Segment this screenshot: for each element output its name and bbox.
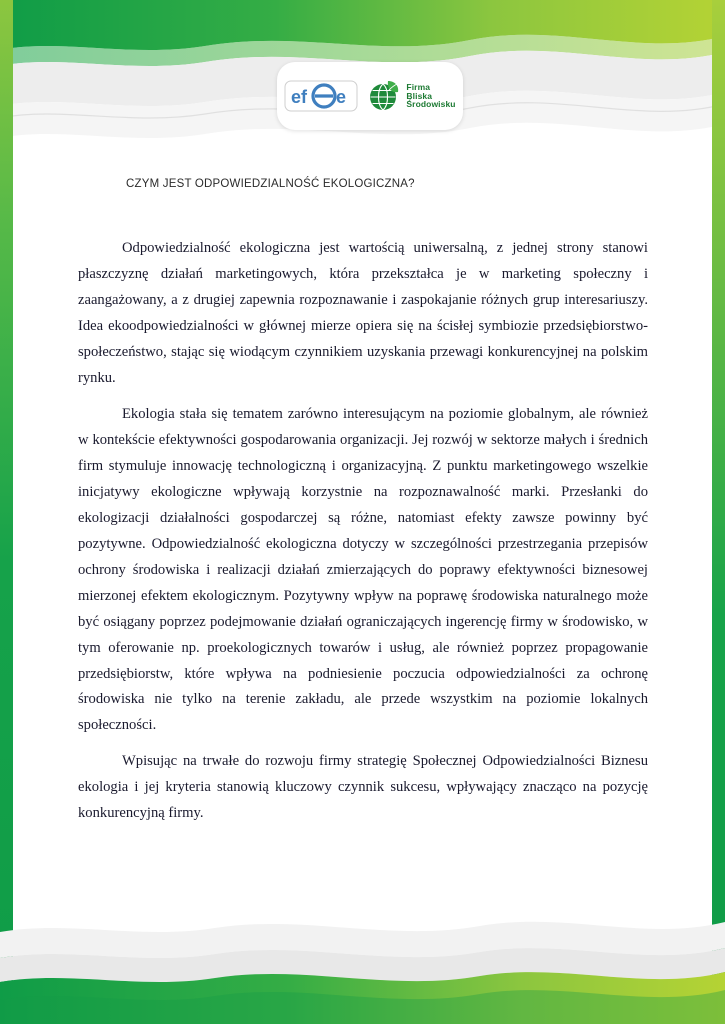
paragraph-1: Odpowiedzialność ekologiczna jest wartością uniwersalną, z jednej strony stanowi płaszczyznę działań marketingowych, która przekształca je w marketing społeczny i zaangażowany, a z drugiej zapewnia rozpoznawanie i zaspokajanie różnych grup interesariuszy. Idea ekoodpowiedzialności w głównej mierze opiera się na ścisłej symbiozie przedsiębiorstwo-społeczeństwo, stając się wiodącym czynnikiem uzyskania przewagi konkurencyjnej na polskim rynku. bbox=[78, 240, 648, 386]
right-edge-bar bbox=[712, 0, 725, 1024]
logo-capsule bbox=[277, 62, 463, 130]
efoe-logo-icon bbox=[284, 75, 358, 117]
paragraph-2: Ekologia stała się tematem zarówno interesującym na poziomie globalnym, ale również w kontekście efektywności gospodarowania organizacji. Jej rozwój w sektorze małych i średnich firm stymuluje innowację technologiczną i organizacyjną. Z punktu marketingowego wszelkie inicjatywy ekologiczne wpływają korzystnie na rozpoznawalność marki. Przesłanki do ekologizacji działalności gospodarczej są różne, natomiast efekty zawsze powinny być pozytywne. Odpowiedzialność ekologiczna dotyczy w szczególności przestrzegania przepisów ochrony środowiska i realizacji działań zmierzających do poprawy efektywności biznesowej mierzonej efektem ekologicznym. Pozytywny wpływ na poprawę środowiska naturalnego może być osiągany poprzez podejmowanie działań ograniczających ingerencję firmy w środowisko, w tym oferowanie np. proekologicznych towarów i usług, ale również poprzez propagowanie przedsiębiorstw, które wpływa na podniesienie poczucia odpowiedzialności za ochronę środowiska nie tylko na terenie zakładu, ale przede wszystkim na poziomie lokalnych społeczności. bbox=[78, 405, 648, 734]
svg-text:ef: ef bbox=[291, 87, 308, 107]
fbs-line-3: Środowisku bbox=[406, 99, 456, 110]
footer-decorative-band bbox=[0, 914, 725, 1024]
page-title: CZYM JEST ODPOWIEDZIALNOŚĆ EKOLOGICZNA? bbox=[126, 178, 415, 190]
efoe-logo bbox=[284, 76, 358, 116]
paragraph-3: Wpisując na trwałe do rozwoju firmy strategię Społecznej Odpowiedzialności Biznesu ekologia i jej kryteria stanowią kluczowy czynnik sukcesu, wpływający znacząco na pozycję konkurencyjną firmy. bbox=[78, 753, 648, 822]
footer-wave-graphic bbox=[0, 914, 725, 1024]
fbs-logo-text bbox=[406, 83, 455, 110]
fbs-line-1: Firma bbox=[406, 81, 431, 92]
document-content bbox=[78, 178, 648, 833]
fbs-line-2: Bliska bbox=[406, 90, 433, 101]
globe-leaf-icon bbox=[368, 78, 402, 114]
left-edge-bar bbox=[0, 0, 13, 1024]
svg-text:e: e bbox=[336, 87, 347, 107]
firma-bliska-srodowisku-logo bbox=[368, 78, 455, 114]
